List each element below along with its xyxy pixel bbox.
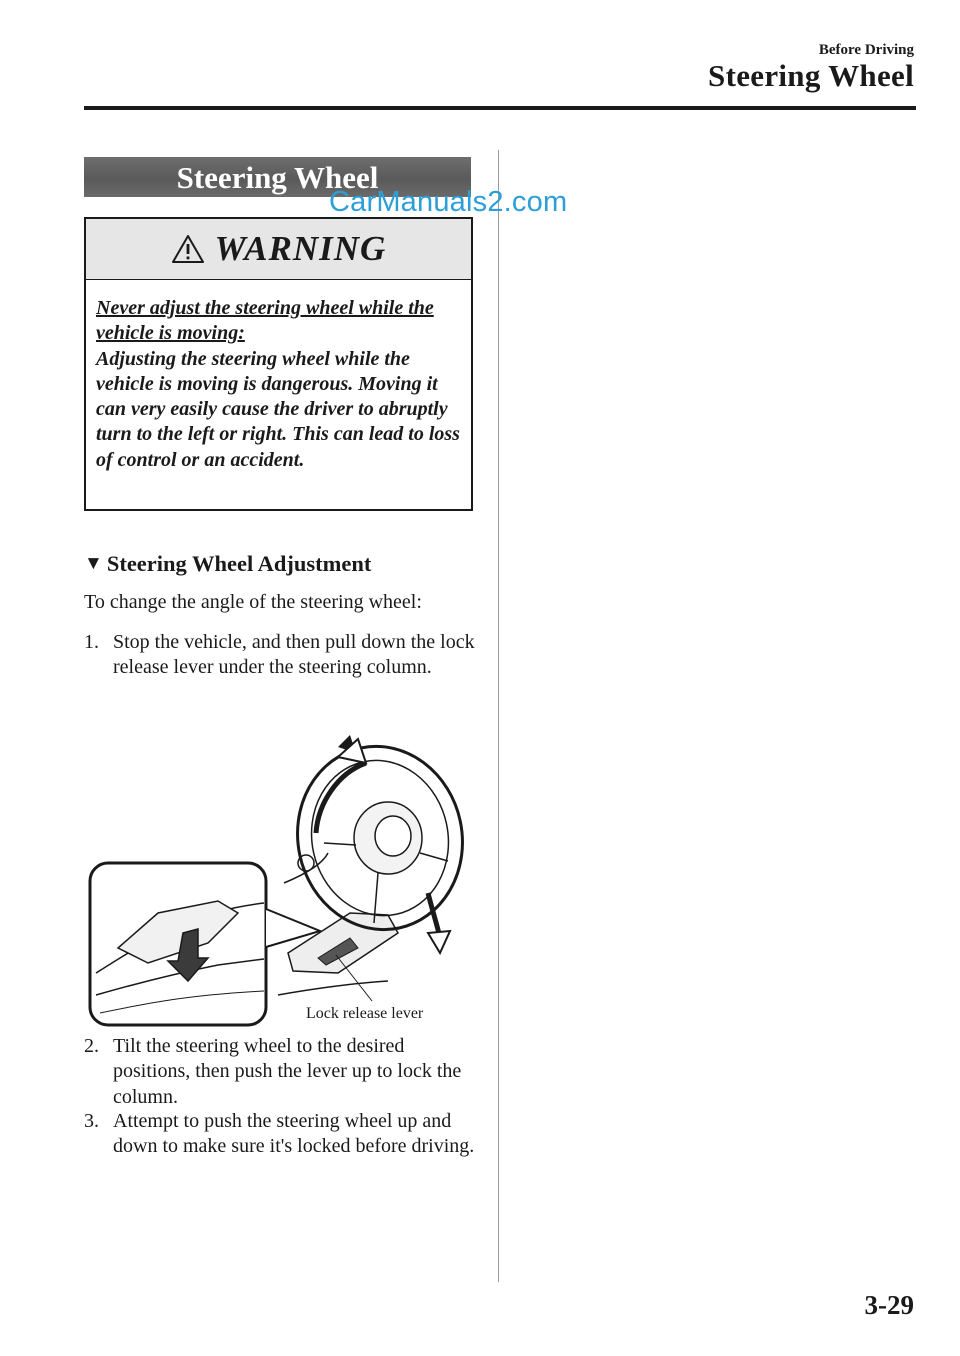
column-divider bbox=[498, 150, 499, 1282]
figure-label: Lock release lever bbox=[306, 1005, 424, 1022]
step-text: Stop the vehicle, and then pull down the lock release lever under the steering column. bbox=[113, 631, 475, 679]
step-item bbox=[84, 630, 479, 681]
header-section-name: Before Driving bbox=[818, 42, 914, 58]
warning-header bbox=[86, 219, 471, 280]
down-triangle-icon: ▼ bbox=[84, 553, 103, 574]
warning-text: Adjusting the steering wheel while the vehicle is moving is dangerous. Moving it can very easily cause the driver to abruptly turn to the left or right. This can lead to loss of control or an accident. bbox=[96, 347, 460, 471]
step-text: Tilt the steering wheel to the desired positions, then push the lever up to lock the column. bbox=[113, 1035, 462, 1108]
warning-label: WARNING bbox=[214, 229, 387, 268]
warning-lead: Never adjust the steering wheel while the vehicle is moving: bbox=[96, 297, 434, 345]
subsection-heading bbox=[84, 551, 371, 577]
header-rule bbox=[84, 106, 916, 110]
step-number: 1. bbox=[84, 631, 99, 653]
header-page-title: Steering Wheel bbox=[708, 58, 914, 93]
subsection-title: Steering Wheel Adjustment bbox=[106, 551, 372, 576]
page-number: 3-29 bbox=[864, 1290, 914, 1320]
intro-paragraph: To change the angle of the steering wheel: bbox=[84, 591, 422, 613]
warning-body bbox=[86, 280, 471, 473]
warning-triangle-icon bbox=[171, 234, 205, 264]
section-banner: Steering Wheel bbox=[84, 157, 471, 197]
step-text: Attempt to push the steering wheel up and down to make sure it's locked before driving. bbox=[113, 1110, 475, 1158]
watermark: CarManuals2.com bbox=[329, 186, 568, 218]
step-number: 3. bbox=[84, 1110, 99, 1132]
step-item bbox=[84, 1034, 479, 1110]
warning-box bbox=[84, 217, 473, 511]
steering-wheel-adjustment-illustration bbox=[88, 733, 470, 1033]
step-number: 2. bbox=[84, 1035, 99, 1057]
step-item bbox=[84, 1109, 479, 1160]
